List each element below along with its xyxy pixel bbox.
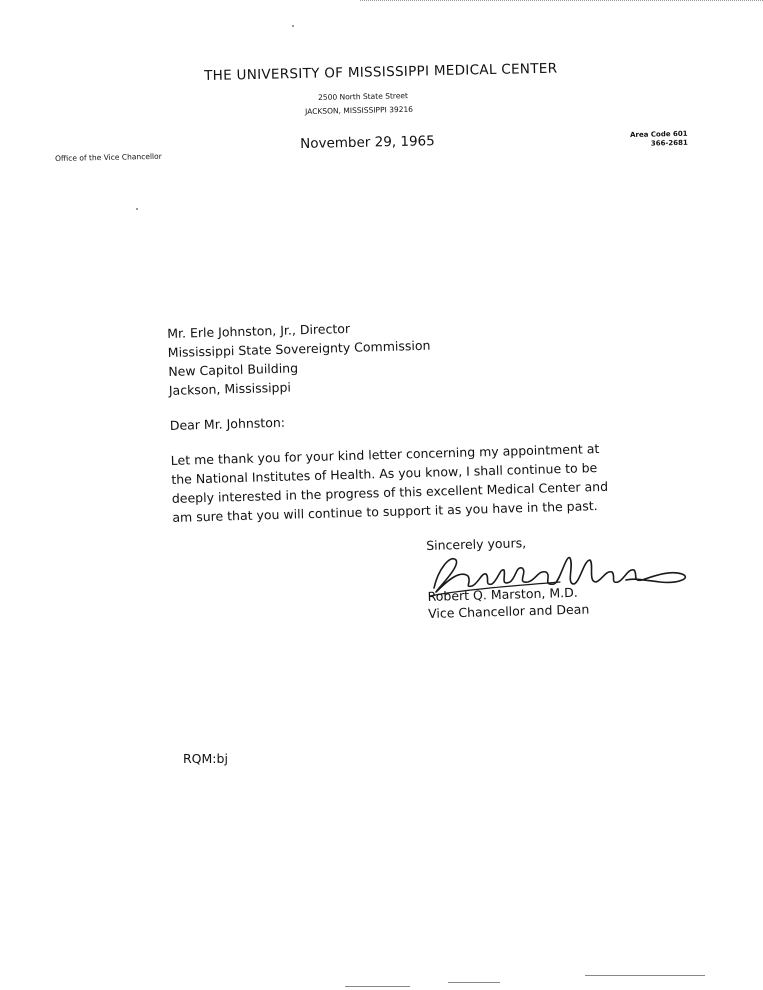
letterhead-street: 2500 North State Street <box>318 91 409 102</box>
recipient-line-3: New Capitol Building <box>168 360 299 379</box>
scan-edge-dots <box>360 0 763 3</box>
scan-rule <box>585 975 705 976</box>
letter-date: November 29, 1965 <box>300 133 435 152</box>
signer-name: Robert Q. Marston, M.D. <box>427 584 578 604</box>
recipient-line-2: Mississippi State Sovereignty Commission <box>167 337 431 360</box>
letterhead-institution: THE UNIVERSITY OF MISSISSIPPI MEDICAL CENTER <box>204 60 558 84</box>
letterhead-phone-block <box>630 130 688 149</box>
body-paragraph: Let me thank you for your kind letter concerning my appointment at the National Institutes of Health. As you know, I shall continue to be deeply interested in the progress of this excellent Medical Center and am sure that you will continue to support it as you have in the past. <box>170 440 609 525</box>
letterhead-city: JACKSON, MISSISSIPPI 39216 <box>305 104 414 116</box>
scan-rule <box>448 982 500 983</box>
valediction: Sincerely yours, <box>426 535 527 553</box>
closing-block <box>426 530 688 622</box>
scan-rule <box>345 986 410 987</box>
letter-body <box>167 311 652 527</box>
signer-title: Vice Chancellor and Dean <box>427 601 590 621</box>
letterhead-office: Office of the Vice Chancellor <box>55 151 162 163</box>
reference-initials: RQM:bj <box>183 751 228 766</box>
letterhead-phone: 366-2681 <box>650 138 688 148</box>
recipient-line-1: Mr. Erle Johnston, Jr., Director <box>167 320 351 341</box>
letterhead-area-code: Area Code 601 <box>630 129 688 139</box>
scan-speck <box>292 25 294 27</box>
recipient-line-4: Jackson, Mississippi <box>168 379 292 398</box>
scan-speck <box>136 208 138 210</box>
salutation: Dear Mr. Johnston: <box>169 414 286 433</box>
